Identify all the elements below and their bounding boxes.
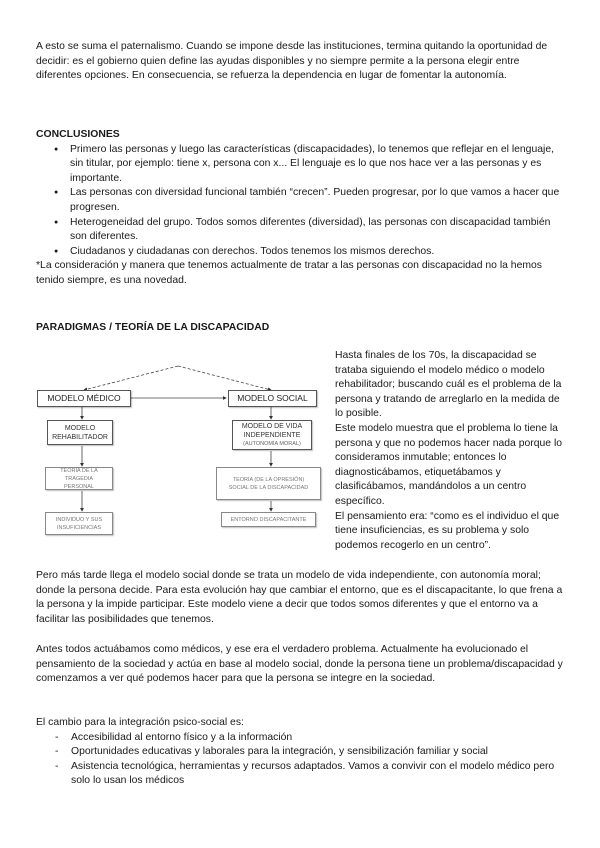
entorno-discapacitante-box: [221, 512, 316, 527]
intro-paragraph: A esto se suma el paternalismo. Cuando se impone desde las instituciones, termina quitando la oportunidad de decidir: es el gobierno quien define las ayudas disponibles y no siempre permite a la persona elegir entre diferentes opciones. En consecuencia, se refuerza la dependencia en lugar de fomentar la autonomía.: [36, 41, 548, 82]
list-item: ● Las personas con diversidad funcional también “crecen”. Pueden progresar, por lo que vamos a hacer que progresen.: [36, 186, 566, 215]
modelo-medico-label: MODELO MÉDICO: [47, 393, 121, 403]
conclusiones-heading: CONCLUSIONES: [36, 129, 120, 140]
dashed-connector-left: [84, 366, 178, 390]
individuo-insuficiencias-label: INDIVIDUO Y SUS INSUFICIENCIAS: [55, 516, 103, 531]
modelo-social-label: MODELO SOCIAL: [237, 393, 308, 403]
social-model-paragraph: Pero más tarde llega el modelo social donde se trata un modelo de vida independiente, con autonomía moral; donde la persona decide. Para esta evolución hay que cambiar el entorno, que es el discapacitante, lo que frena a la persona y la impide participar. Este modelo viene a decir que todos somos diferentes y que el entorno va a facilitar las posibilidades que tenemos.: [36, 570, 563, 625]
conclusiones-list: [36, 143, 566, 260]
antes-paragraph: Antes todos actuábamos como médicos, y ese era el verdadero problema. Actualmente ha evolucionado el pensamiento de la sociedad y actúa en base al modelo social, donde la persona tiene un problema/discapacidad y comenzamos a ver qué podemos hacer para que la persona se integre en la sociedad.: [36, 644, 563, 685]
list-item: - Accesibilidad al entorno físico y a la información: [36, 731, 566, 746]
vida-independiente-label: MODELO DE VIDA INDEPENDIENTE: [241, 422, 303, 439]
autonomia-moral-label: (AUTONOMÍA MORAL): [243, 440, 301, 447]
tragedia-personal-box: [45, 467, 113, 490]
modelo-medico-box: [37, 390, 131, 407]
cambio-intro: El cambio para la integración psico-social es:: [36, 717, 244, 728]
entorno-discapacitante-label: ENTORNO DISCAPACITANTE: [230, 516, 307, 523]
side-paragraph: Hasta finales de los 70s, la discapacidad se trataba siguiendo el modelo médico o modelo rehabilitador; buscando cuál es el problema de la persona y tratando de arreglarlo en la medida de lo posible.: [335, 350, 562, 420]
cambio-list: [36, 731, 566, 789]
cambio-section: [36, 716, 566, 789]
individuo-insuficiencias-box: [45, 512, 113, 535]
list-item: ● Primero las personas y luego las características (discapacidades), lo tenemos que reflejar en el lenguaje, sin titular, por ejemplo: tiene x, persona con x... El lenguaje es lo que nos hace ver a las personas y es importante.: [36, 143, 566, 187]
paradigmas-heading: PARADIGMAS / TEORÍA DE LA DISCAPACIDAD: [36, 322, 270, 333]
opresion-social-label: TEORÍA (DE LA OPRESIÓN) SOCIAL DE LA DISCAPACIDAD: [228, 476, 309, 491]
paradigmas-side-text: [335, 349, 567, 553]
tragedia-personal-label: TEORÍA DE LA TRAGEDIA PERSONAL: [60, 467, 98, 490]
modelo-rehabilitador-label: MODELO REHABILITADOR: [52, 424, 108, 441]
dashed-connector-right: [178, 366, 271, 390]
conclusiones-section: [36, 128, 566, 289]
list-item: - Asistencia tecnológica, herramientas y recursos adaptados. Vamos a convivir con el modelo médico pero solo lo usan los médicos: [36, 760, 566, 789]
side-paragraph: El pensamiento era: “como es el individuo el que tiene insuficiencias, es su problema y solo podemos recogerlo en un centro”.: [335, 510, 560, 551]
side-paragraph: Este modelo muestra que el problema lo tiene la persona y que no podemos hacer nada porque lo consideramos inmutable; entonces lo diagnosticábamos, etiquetábamos y clasificábamos, mandándolos a un centro específico.: [335, 422, 563, 507]
modelo-social-box: [228, 390, 317, 407]
list-item: - Oportunidades educativas y laborales para la integración, y sensibilización familiar y social: [36, 745, 566, 760]
list-item: ● Heterogeneidad del grupo. Todos somos diferentes (diversidad), las personas con discapacidad también son diferentes.: [36, 216, 566, 245]
opresion-social-box: [216, 467, 321, 500]
vida-independiente-box: [232, 420, 312, 450]
list-item: ● Ciudadanos y ciudadanas con derechos. Todos tenemos los mismos derechos.: [36, 245, 566, 260]
modelo-rehabilitador-box: [47, 420, 113, 445]
conclusiones-note: *La consideración y manera que tenemos actualmente de tratar a las personas con discapacidad no la hemos tenido siempre, es una novedad.: [36, 260, 542, 286]
